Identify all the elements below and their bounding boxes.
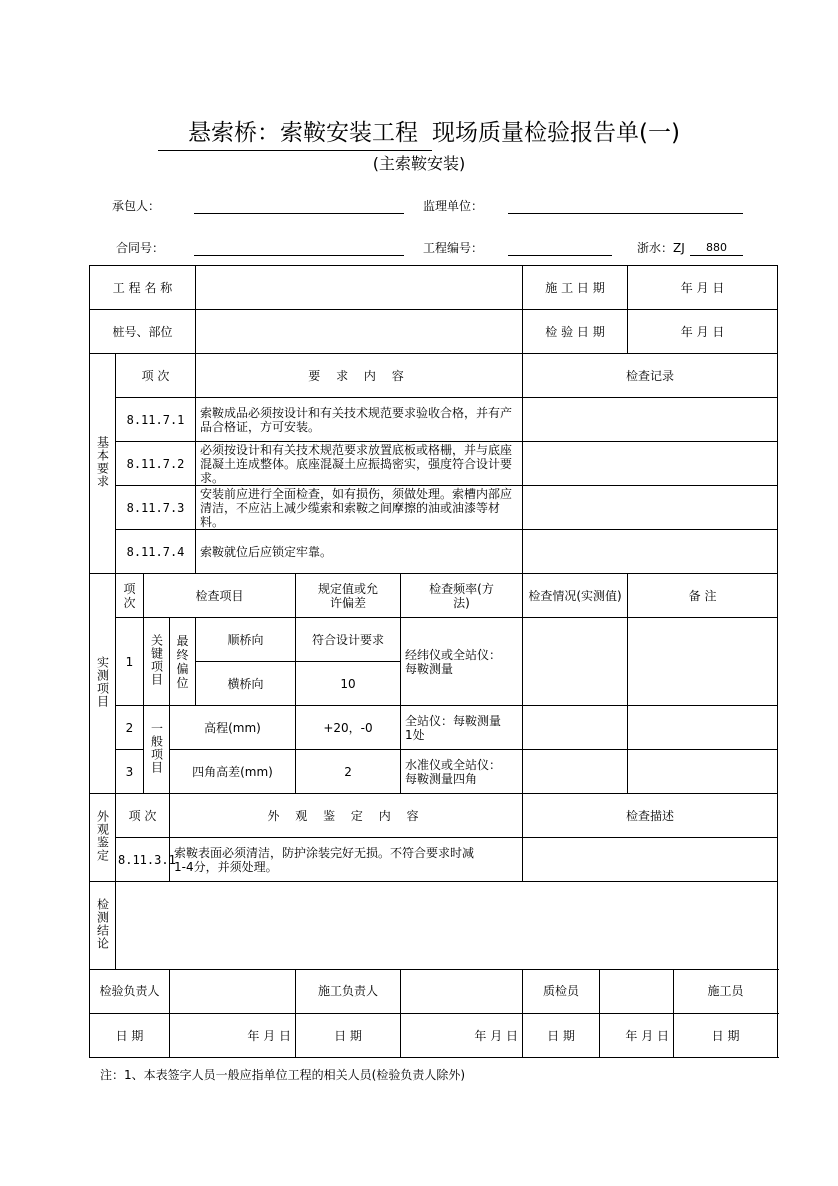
measured-col-remark: 备 注 [628,574,778,618]
measured-row-tolerance: +20，-0 [296,706,401,750]
contractor-field[interactable] [194,213,404,214]
construction-date-label: 施 工 日 期 [523,266,628,310]
construction-date-value[interactable]: 年 月 日 [628,266,778,310]
key-item-label: 关键项目 [144,618,170,706]
constructor-date-label: 日 期 [674,1014,778,1058]
construction-lead-date-label: 日 期 [296,1014,401,1058]
appearance-col-item: 项 次 [116,794,170,838]
measured-row-item: 高程(mm) [170,706,296,750]
measured-row-frequency: 全站仪：每鞍测量1处 [401,706,523,750]
table-row [90,838,778,882]
measured-row-frequency: 水准仪或全站仪：每鞍测量四角 [401,750,523,794]
project-name-label: 工 程 名 称 [90,266,196,310]
basic-row-text: 必须按设计和有关技术规范要求放置底板或格栅，并与底座混凝土连成整体。底座混凝土应振捣密实，强度符合设计要求。 [196,442,523,486]
basic-row-record[interactable] [523,398,778,442]
constructor-label: 施工员 [674,970,778,1014]
project-name-value[interactable] [196,266,523,310]
appearance-col-content: 外 观 鉴 定 内 容 [170,794,523,838]
basic-col-content: 要 求 内 容 [196,354,523,398]
table-row [90,398,778,442]
basic-row-text: 索鞍成品必须按设计和有关技术规范要求验收合格，并有产品合格证，方可安装。 [196,398,523,442]
page-title [0,116,838,151]
quality-inspector-label: 质检员 [523,970,600,1014]
measured-col-tolerance: 规定值或允许偏差 [296,574,401,618]
measured-row-item: 四角高差(mm) [170,750,296,794]
basic-col-record: 检查记录 [523,354,778,398]
supervisor-field[interactable] [508,213,743,214]
measured-row-remark[interactable] [628,618,778,706]
quality-inspector-signature[interactable] [600,970,674,1014]
conclusion-section-label: 检测结论 [90,882,116,970]
contract-no-label: 合同号： [116,241,165,255]
measured-row-tolerance: 10 [296,662,401,706]
station-label: 桩号、部位 [90,310,196,354]
measured-row-no: 2 [116,706,144,750]
table-row [90,530,778,574]
conclusion-value[interactable] [116,882,778,970]
inspector-lead-label: 检验负责人 [90,970,170,1014]
measured-col-frequency: 检查频率(方 法) [401,574,523,618]
project-no-field[interactable] [508,255,612,256]
final-offset-label: 最终偏位 [170,618,196,706]
quality-inspector-date-label: 日 期 [523,1014,600,1058]
table-row [90,442,778,486]
serial-value: 880 [706,241,727,254]
project-no-label: 工程编号： [423,241,484,255]
table-row [90,486,778,530]
appearance-col-desc: 检查描述 [523,794,778,838]
basic-row-record[interactable] [523,486,778,530]
basic-row-text: 索鞍就位后应锁定牢靠。 [196,530,523,574]
appearance-section-label: 外观鉴定 [90,794,116,882]
table-row [90,618,778,662]
measured-col-check: 检查项目 [144,574,296,618]
measured-row-no: 3 [116,750,144,794]
serial-underline [690,255,743,256]
contract-no-field[interactable] [194,255,404,256]
basic-row-code: 8.11.7.2 [116,442,196,486]
basic-col-item: 项 次 [116,354,196,398]
measured-col-item: 项次 [116,574,144,618]
inspection-date-value[interactable]: 年 月 日 [628,310,778,354]
table-row [90,706,778,750]
measured-row-actual[interactable] [523,706,628,750]
appearance-row-desc[interactable] [523,838,778,882]
measured-row-actual[interactable] [523,618,628,706]
measured-row-actual[interactable] [523,750,628,794]
construction-lead-signature[interactable] [401,970,523,1014]
basic-row-code: 8.11.7.4 [116,530,196,574]
measured-section-label: 实测项目 [90,574,116,794]
basic-section-label: 基本要求 [90,354,116,574]
general-item-label: 一般项目 [144,706,170,794]
measured-row-tolerance: 2 [296,750,401,794]
inspection-table [89,265,778,1058]
table-row [90,750,778,794]
inspector-lead-date[interactable]: 年 月 日 [170,1014,296,1058]
supervisor-label: 监理单位： [423,199,484,213]
basic-row-record[interactable] [523,442,778,486]
basic-row-code: 8.11.7.1 [116,398,196,442]
construction-lead-label: 施工负责人 [296,970,401,1014]
inspector-lead-signature[interactable] [170,970,296,1014]
measured-row-sub: 顺桥向 [196,618,296,662]
title-prefix: 悬索桥：索鞍安装工程 [158,116,432,151]
serial-label: 浙水：ZJ [637,241,685,255]
title-suffix: 现场质量检验报告单(一) [432,120,680,146]
basic-row-record[interactable] [523,530,778,574]
station-value[interactable] [196,310,523,354]
measured-row-no: 1 [116,618,144,706]
construction-lead-date[interactable]: 年 月 日 [401,1014,523,1058]
measured-row-remark[interactable] [628,706,778,750]
footer-note: 注：1、本表签字人员一般应指单位工程的相关人员(检验负责人除外) [100,1068,466,1082]
measured-col-actual: 检查情况(实测值) [523,574,628,618]
quality-inspector-date[interactable]: 年 月 日 [600,1014,674,1058]
measured-row-frequency: 经纬仪或全站仪：每鞍测量 [401,618,523,706]
measured-row-remark[interactable] [628,750,778,794]
inspection-date-label: 检 验 日 期 [523,310,628,354]
inspector-lead-date-label: 日 期 [90,1014,170,1058]
basic-row-text: 安装前应进行全面检查，如有损伤，须做处理。索槽内部应清洁，不应沾上减少缆索和索鞍之间摩擦的油或油漆等材料。 [196,486,523,530]
measured-row-tolerance: 符合设计要求 [296,618,401,662]
page-subtitle: (主索鞍安装) [372,154,466,173]
contractor-label: 承包人： [112,199,161,213]
basic-row-code: 8.11.7.3 [116,486,196,530]
appearance-row-code: 8.11.3.1 [116,838,170,882]
appearance-row-text: 索鞍表面必须清洁，防护涂装完好无损。不符合要求时减1-4分，并须处理。 [170,838,523,882]
measured-row-sub: 横桥向 [196,662,296,706]
